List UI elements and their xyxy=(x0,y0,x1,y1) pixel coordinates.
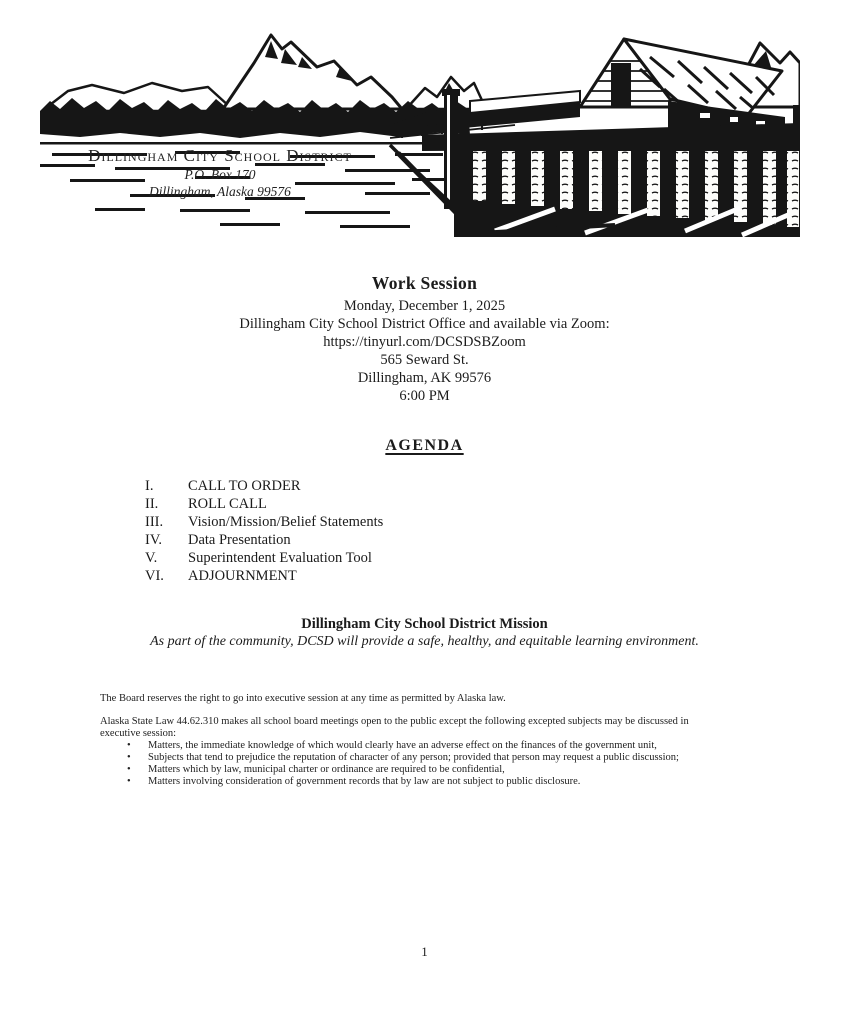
legal-bullet xyxy=(100,740,730,752)
legal-bullet xyxy=(100,752,730,764)
legal-bullet-text: Matters, the immediate knowledge of which would clearly have an adverse effect on the finances of the government unit, xyxy=(148,740,657,751)
meeting-location: Dillingham City School District Office and available via Zoom: xyxy=(239,316,610,332)
agenda-item-numeral: III. xyxy=(145,514,164,530)
agenda-item-label: ADJOURNMENT xyxy=(188,568,297,584)
agenda-item xyxy=(145,513,383,531)
alaska-law-intro: Alaska State Law 44.62.310 makes all school board meetings open to the public except the following excepted subjects may be discussed in executive session: xyxy=(100,716,689,739)
mission-section xyxy=(0,616,849,650)
district-city-line: Dillingham, Alaska 99576 xyxy=(149,184,291,199)
agenda-list xyxy=(145,477,383,585)
agenda-item-label: Superintendent Evaluation Tool xyxy=(188,550,372,566)
meeting-title: Work Session xyxy=(371,273,478,293)
meeting-time: 6:00 PM xyxy=(399,388,450,404)
district-name: Dillingham City School District xyxy=(88,146,352,165)
agenda-item-label: Data Presentation xyxy=(188,532,291,548)
agenda-item-numeral: I. xyxy=(145,478,154,494)
zoom-link[interactable]: https://tinyurl.com/DCSDSBZoom xyxy=(323,334,526,350)
bullet-icon: • xyxy=(127,752,131,763)
legal-bullet-text: Matters involving consideration of government records that by law are not subject to public disclosure. xyxy=(148,776,581,787)
exception-list xyxy=(100,740,730,788)
letterhead-illustration xyxy=(40,5,800,237)
agenda-item-numeral: VI. xyxy=(145,568,164,584)
agenda-heading-text: AGENDA xyxy=(385,437,464,454)
agenda-item-numeral: IV. xyxy=(145,532,163,548)
agenda-item xyxy=(145,567,383,585)
bullet-icon: • xyxy=(127,764,131,775)
agenda-item-label: Vision/Mission/Belief Statements xyxy=(188,514,384,530)
legal-bullet xyxy=(100,776,730,788)
bullet-icon: • xyxy=(127,776,131,787)
legal-bullet-text: Subjects that tend to prejudice the reputation of character of any person; provided that person may request a public discussion; xyxy=(148,752,679,763)
meeting-city-state-zip: Dillingham, AK 99576 xyxy=(357,370,492,386)
mission-heading: Dillingham City School District Mission xyxy=(301,616,548,632)
legal-notices xyxy=(100,693,730,788)
meeting-address: 565 Seward St. xyxy=(380,352,469,368)
agenda-heading xyxy=(0,437,849,455)
agenda-item-numeral: V. xyxy=(145,550,158,566)
bullet-icon: • xyxy=(127,740,131,751)
letterhead xyxy=(55,146,385,200)
page-number: 1 xyxy=(421,944,428,959)
meeting-header xyxy=(0,272,849,405)
agenda-item xyxy=(145,495,383,513)
agenda-item xyxy=(145,531,383,549)
agenda-item xyxy=(145,549,383,567)
legal-bullet xyxy=(100,764,730,776)
agenda-item-numeral: II. xyxy=(145,496,159,512)
mission-statement: As part of the community, DCSD will provide a safe, healthy, and equitable learning environment. xyxy=(150,634,699,649)
executive-session-notice: The Board reserves the right to go into executive session at any time as permitted by Alaska law. xyxy=(100,693,506,704)
agenda-item-label: ROLL CALL xyxy=(188,496,267,512)
district-po-box: P.O. Box 170 xyxy=(184,167,256,182)
meeting-date: Monday, December 1, 2025 xyxy=(343,298,506,314)
agenda-item-label: CALL TO ORDER xyxy=(188,478,301,494)
agenda-item xyxy=(145,477,383,495)
legal-bullet-text: Matters which by law, municipal charter or ordinance are required to be confidential, xyxy=(148,764,505,775)
